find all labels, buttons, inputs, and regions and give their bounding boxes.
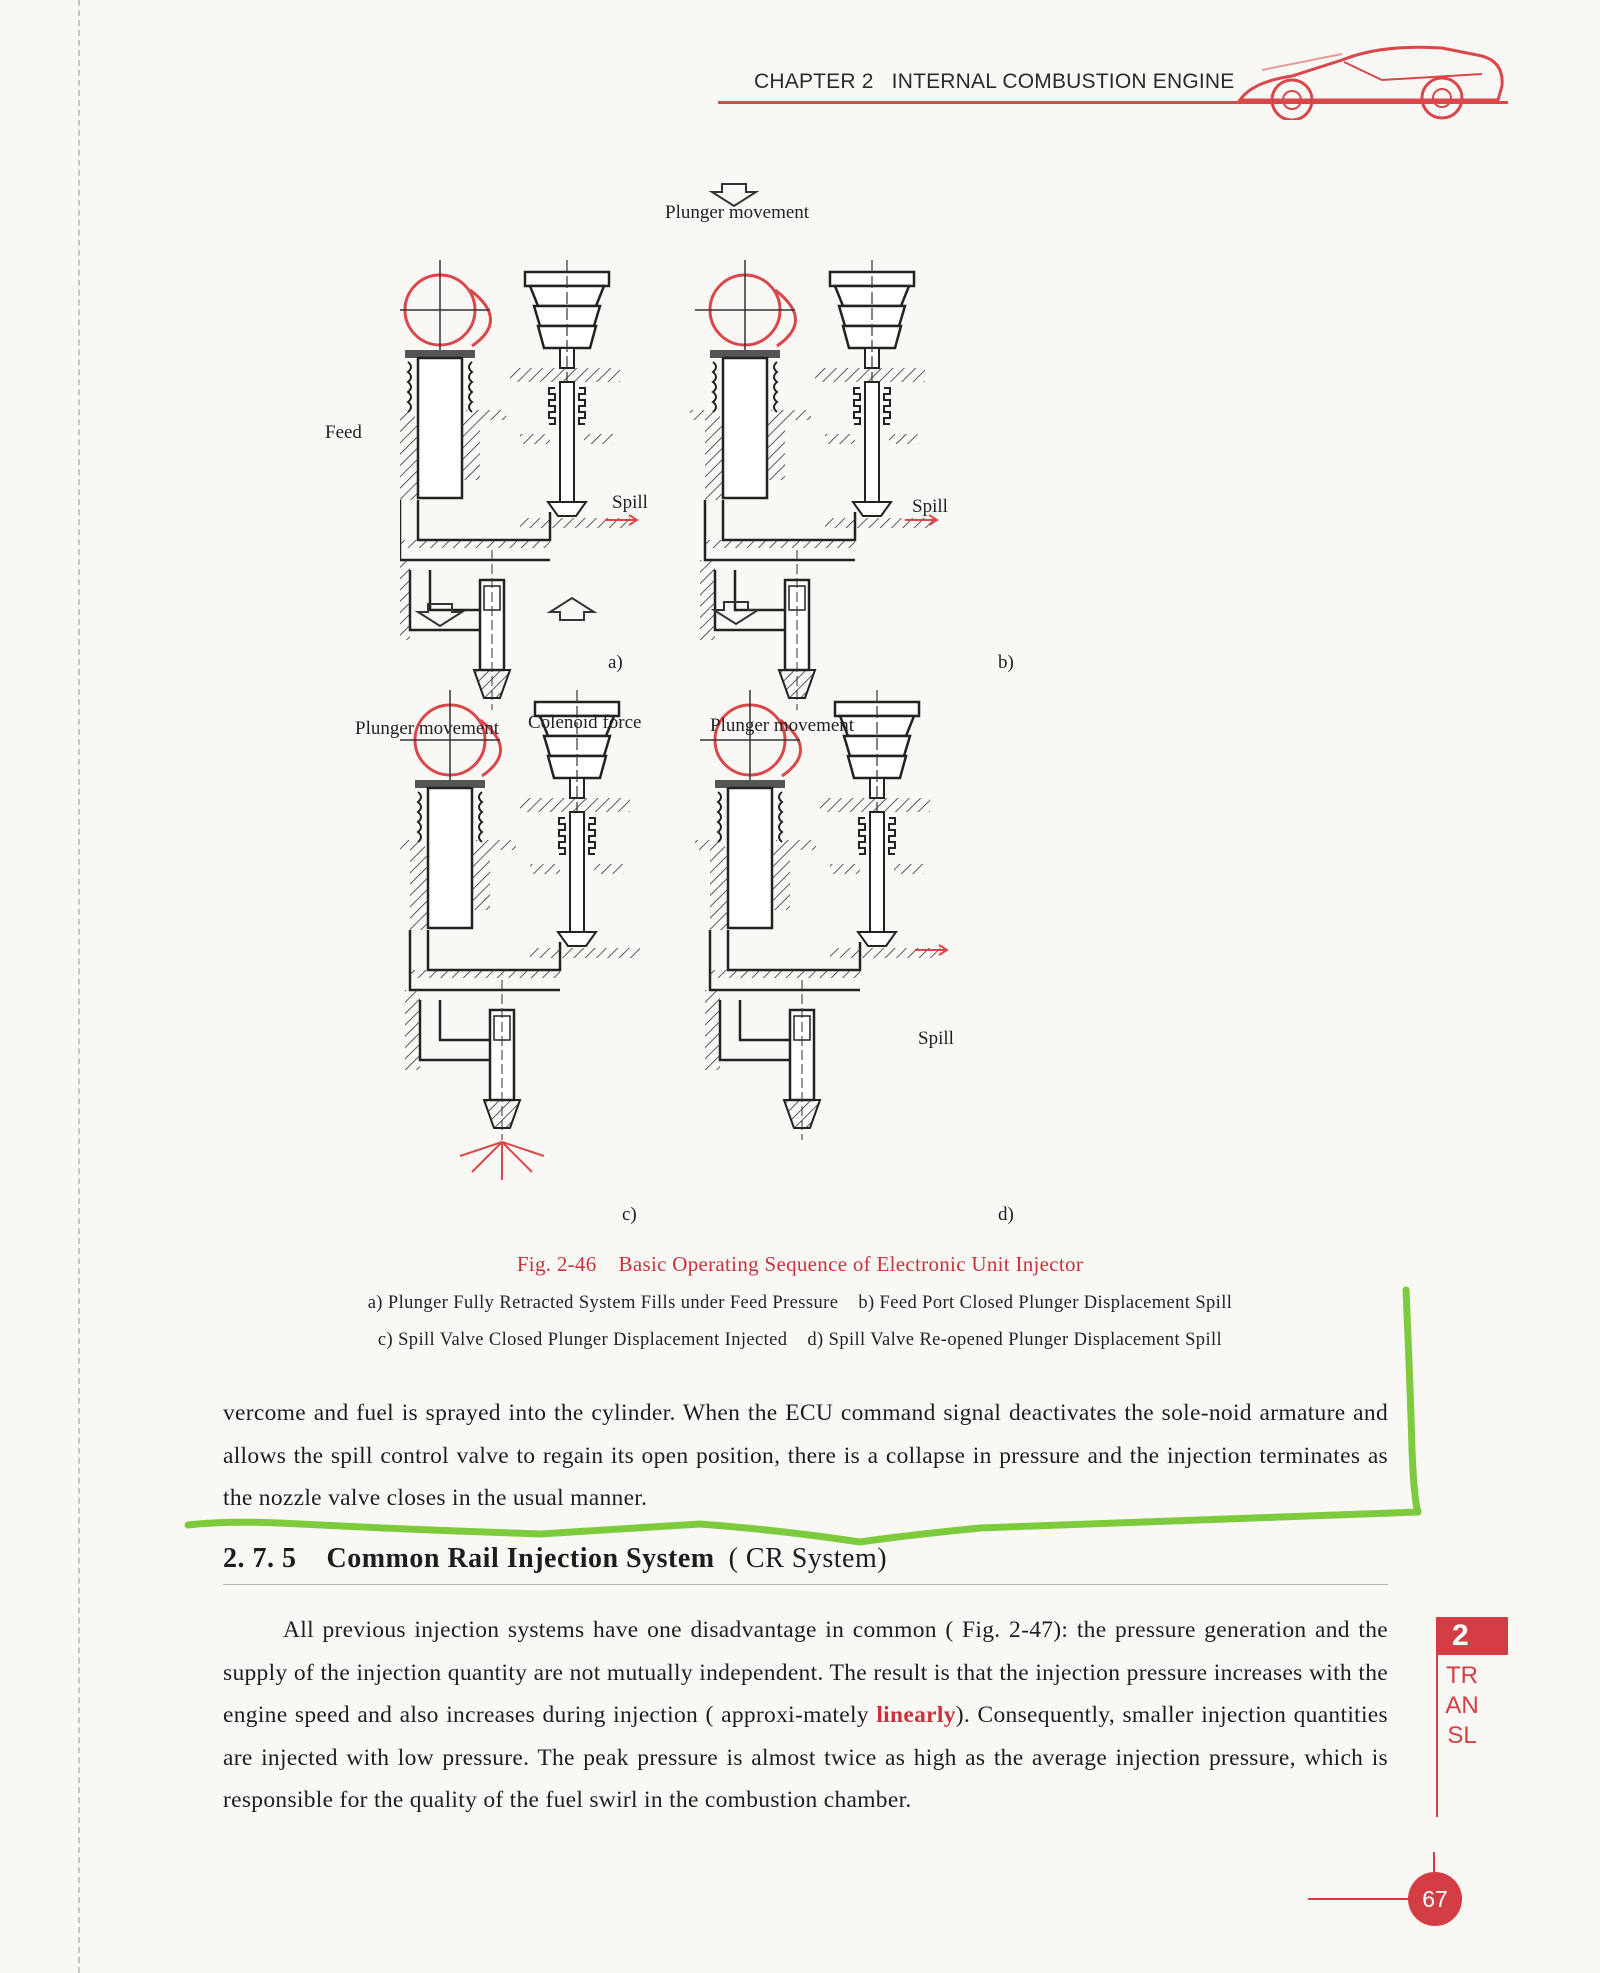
- section-heading: [223, 1543, 1388, 1575]
- binding-edge: [78, 0, 80, 1973]
- figure-caption: [0, 1252, 1600, 1277]
- section-title: Common Rail Injection System: [326, 1543, 715, 1574]
- panel-label-b: b): [998, 652, 1014, 673]
- spill-label-a: Spill: [612, 492, 648, 513]
- running-head: [754, 70, 1234, 94]
- feed-label: Feed: [325, 422, 362, 443]
- section-rule: [223, 1584, 1388, 1585]
- page-number-rule: [1308, 1898, 1408, 1900]
- injector-diagram: [400, 180, 1200, 1240]
- colenoid-arrow-icon: [550, 598, 594, 620]
- subcaption-row-2: [0, 1330, 1600, 1351]
- panel-label-a: a): [608, 652, 623, 673]
- paragraph-text-after: ). Consequently, smaller injection quantities are injected with low pressure. The peak pressure is almost twice as high as the average injection pressure, which is responsible for the quality of the fuel swirl in the combustion chamber.: [223, 1702, 1388, 1813]
- side-tab-word: TRANSL: [1445, 1662, 1479, 1749]
- chapter-title: INTERNAL COMBUSTION ENGINE: [891, 70, 1235, 93]
- section-number: 2. 7. 5: [223, 1543, 297, 1574]
- spill-label-b: Spill: [912, 496, 948, 517]
- highlighted-word: linearly: [876, 1702, 956, 1728]
- subcaption-a: a) Plunger Fully Retracted System Fills under Feed Pressure: [367, 1293, 839, 1313]
- paragraph-continuation: vercome and fuel is sprayed into the cylinder. When the ECU command signal deactivates the sole-noid armature and allows the spill control valve to regain its open position, there is a collapse in pressure and the injection terminates as the nozzle valve closes in the usual manner.: [223, 1400, 1388, 1511]
- section-subtitle: ( CR System): [728, 1543, 888, 1574]
- colenoid-label-c: Colenoid force: [528, 712, 642, 733]
- panel-a: [400, 260, 630, 710]
- subcaption-c: c) Spill Valve Closed Plunger Displacement Injected: [377, 1330, 788, 1350]
- subcaption-d: d) Spill Valve Re-opened Plunger Displacement Spill: [807, 1330, 1223, 1350]
- paragraph-text-before: All previous injection systems have one disadvantage in common ( Fig. 2-47): the pressure generation and the supply of the injection quantity are not mutually independent. The result is that the injection pressure increases with the engine speed and also increases during injection ( approxi-mately: [223, 1617, 1388, 1728]
- chapter-number: CHAPTER 2: [754, 70, 874, 93]
- page-number: 67: [1408, 1872, 1462, 1926]
- spill-label-d: Spill: [918, 1028, 954, 1049]
- car-logo-icon: [1232, 30, 1512, 120]
- panel-b: [690, 260, 935, 710]
- subcaption-row-1: [0, 1293, 1600, 1314]
- panel-label-d: d): [998, 1204, 1014, 1225]
- injector-figure: [325, 180, 1200, 1245]
- page-number-tick: [1433, 1852, 1435, 1872]
- plunger-arrow-c-icon: [418, 604, 462, 626]
- plunger-label-d: Plunger movement: [710, 715, 855, 736]
- paragraph-cr-system: [223, 1609, 1388, 1822]
- panel-c: [400, 690, 640, 1180]
- subcaption-b: b) Feed Port Closed Plunger Displacement Spill: [858, 1293, 1233, 1313]
- panel-d: [695, 690, 940, 1140]
- panel-label-c: c): [622, 1204, 637, 1225]
- plunger-label-b: Plunger movement: [665, 202, 810, 223]
- plunger-label-c: Plunger movement: [355, 718, 500, 739]
- figure-title: Basic Operating Sequence of Electronic Unit Injector: [618, 1252, 1084, 1276]
- side-tab-number: 2: [1436, 1617, 1508, 1655]
- figure-number: Fig. 2-46: [516, 1252, 597, 1276]
